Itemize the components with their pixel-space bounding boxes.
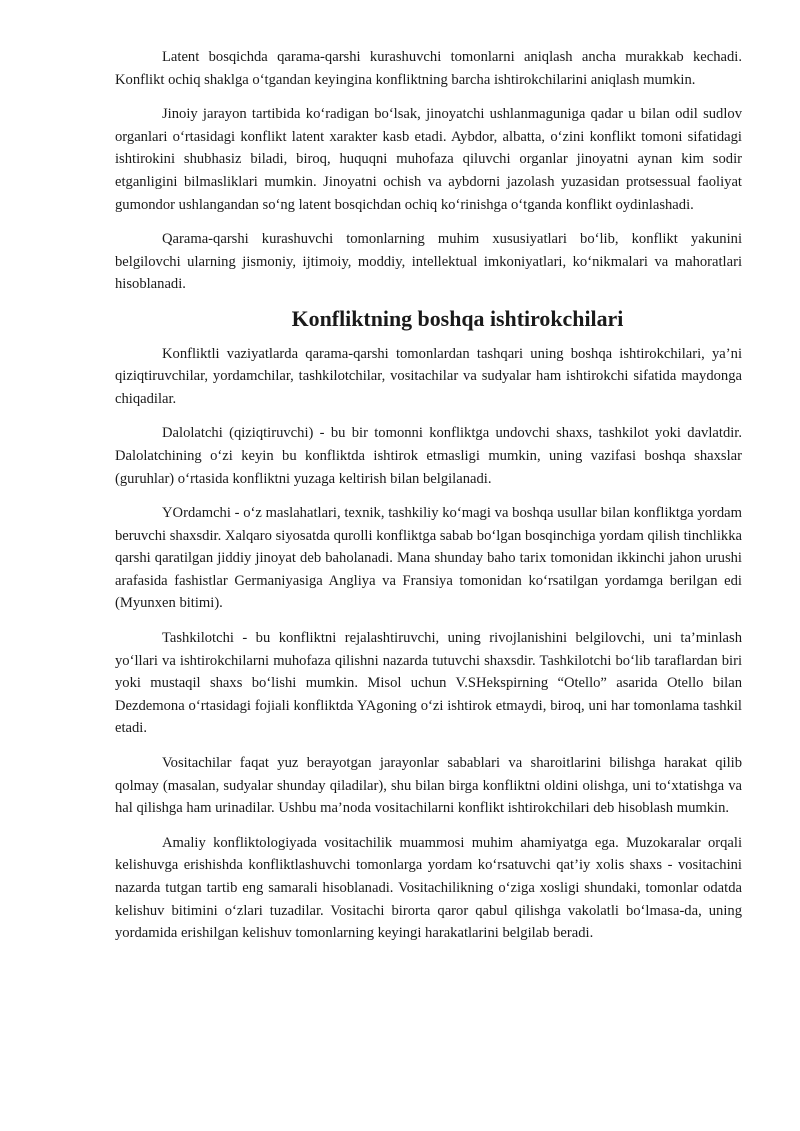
paragraph-organizer: Tashkilotchi - bu konfliktni rejalashtiruvchi, uning rivojlanishini belgilovchi, uni ta’minlash yo‘llari va ishtirokchilarni muhofaza qilishni nazarda tutuvchi shaxsdir. Tashkilotchi bo‘lib taraflardan biri yoki mustaqil shaxs bo‘lishi mumkin. Misol uchun V.SHekspirning “Otello” asarida Otello bilan Dezdemona o‘rtasidagi fojiali konfliktda YAgoning o‘zi ishtirok etmaydi, biroq, uni har tomonlama tashkil etadi. <box>115 630 742 737</box>
paragraph-opposing-parties: Qarama-qarshi kurashuvchi tomonlarning muhim xususiyatlari bo‘lib, konflikt yakunini belgilovchi ularning jismoniy, ijtimoiy, moddiy, intellektual imkoniyatlari, ko‘nikmalari va mahoratlari hisoblanadi. <box>115 231 742 293</box>
paragraph-instigator: Dalolatchi (qiziqtiruvchi) - bu bir tomonni konfliktga undovchi shaxs, tashkilot yoki davlatdir. Dalolatchining o‘zi keyin bu konfliktda ishtirok etmasligi mumkin, uning vazifasi boshqa shaxslar (guruhlar) o‘rtasida konfliktni yuzaga keltirish bilan belgilanadi. <box>115 425 742 487</box>
document-page <box>115 46 742 957</box>
paragraph-helper: YOrdamchi - o‘z maslahatlari, texnik, tashkiliy ko‘magi va boshqa usullar bilan konfliktga yordam beruvchi shaxsdir. Xalqaro siyosatda qurolli konfliktga sabab bo‘lgan bosqinchiga yordam qilish tinchlikka qarshi qaratilgan jiddiy jinoyat deb baholanadi. Mana shunday baho tarix tomonidan ikkinchi jahon urushi arafasida fashistlar Germaniyasiga Angliya va Fransiya tomonidan ko‘rsatilgan yordamga berilgan edi (Myunxen bitimi). <box>115 505 742 612</box>
paragraph-other-participants: Konfliktli vaziyatlarda qarama-qarshi tomonlardan tashqari uning boshqa ishtirokchilari, ya’ni qiziqtiruvchilar, yordamchilar, tashkilotchilar, vositachilar va sudyalar ham ishtirokchi sifatida maydonga chiqadilar. <box>115 345 742 407</box>
paragraph-mediators: Vositachilar faqat yuz berayotgan jarayonlar sabablari va sharoitlarini bilishga harakat qilib qolmay (masalan, sudyalar shunday qiladilar), shu bilan birga konfliktni oldini olishga, uni to‘xtatishga va hal qilishga ham urinadilar. Ushbu ma’noda vositachilarni konflikt ishtirokchilari deb hisoblash mumkin. <box>115 755 742 817</box>
section-heading: Konfliktning boshqa ishtirokchilari <box>291 305 624 331</box>
paragraph-criminal-process: Jinoiy jarayon tartibida ko‘radigan bo‘lsak, jinoyatchi ushlanmaguniga qadar u bilan odil sudlov organlari o‘rtasidagi konflikt latent xarakter kasb etadi. Aybdor, albatta, o‘zini konflikt tomoni sifatidagi ishtirokini shubhasiz biladi, biroq, huquqni muhofaza qiluvchi organlar jinoyatni aynan kim sodir etganligini bilmasliklari mumkin. Jinoyatni ochish va aybdorni jazolash yuzasidan protsessual faoliyat gumondor ushlangandan so‘ng latent bosqichdan ochiq ko‘rinishga o‘tganda konflikt oydinlashadi. <box>115 106 742 213</box>
paragraph-mediation-problem: Amaliy konfliktologiyada vositachilik muammosi muhim ahamiyatga ega. Muzokaralar orqali kelishuvga erishishda konfliktlashuvchi tomonlarga yordam ko‘rsatuvchi qat’iy xolis shaxs - vositachini nazarda tutgan tartib eng samarali hisoblanadi. Vositachilikning o‘ziga xosligi shundaki, tomonlar odatda kelishuv bitimini o‘zlari tuzadilar. Vositachi birorta qaror qabul qilishga vakolatli bo‘lmasa-da, uning yordamida erishilgan kelishuv tomonlarning keyingi harakatlarini belgilab beradi. <box>115 834 742 942</box>
paragraph-latent-stage: Latent bosqichda qarama-qarshi kurashuvchi tomonlarni aniqlash ancha murakkab kechadi. Konflikt ochiq shaklga o‘tgandan keyingina konfliktning barcha ishtirokchilarini aniqlash mumkin. <box>115 49 742 88</box>
